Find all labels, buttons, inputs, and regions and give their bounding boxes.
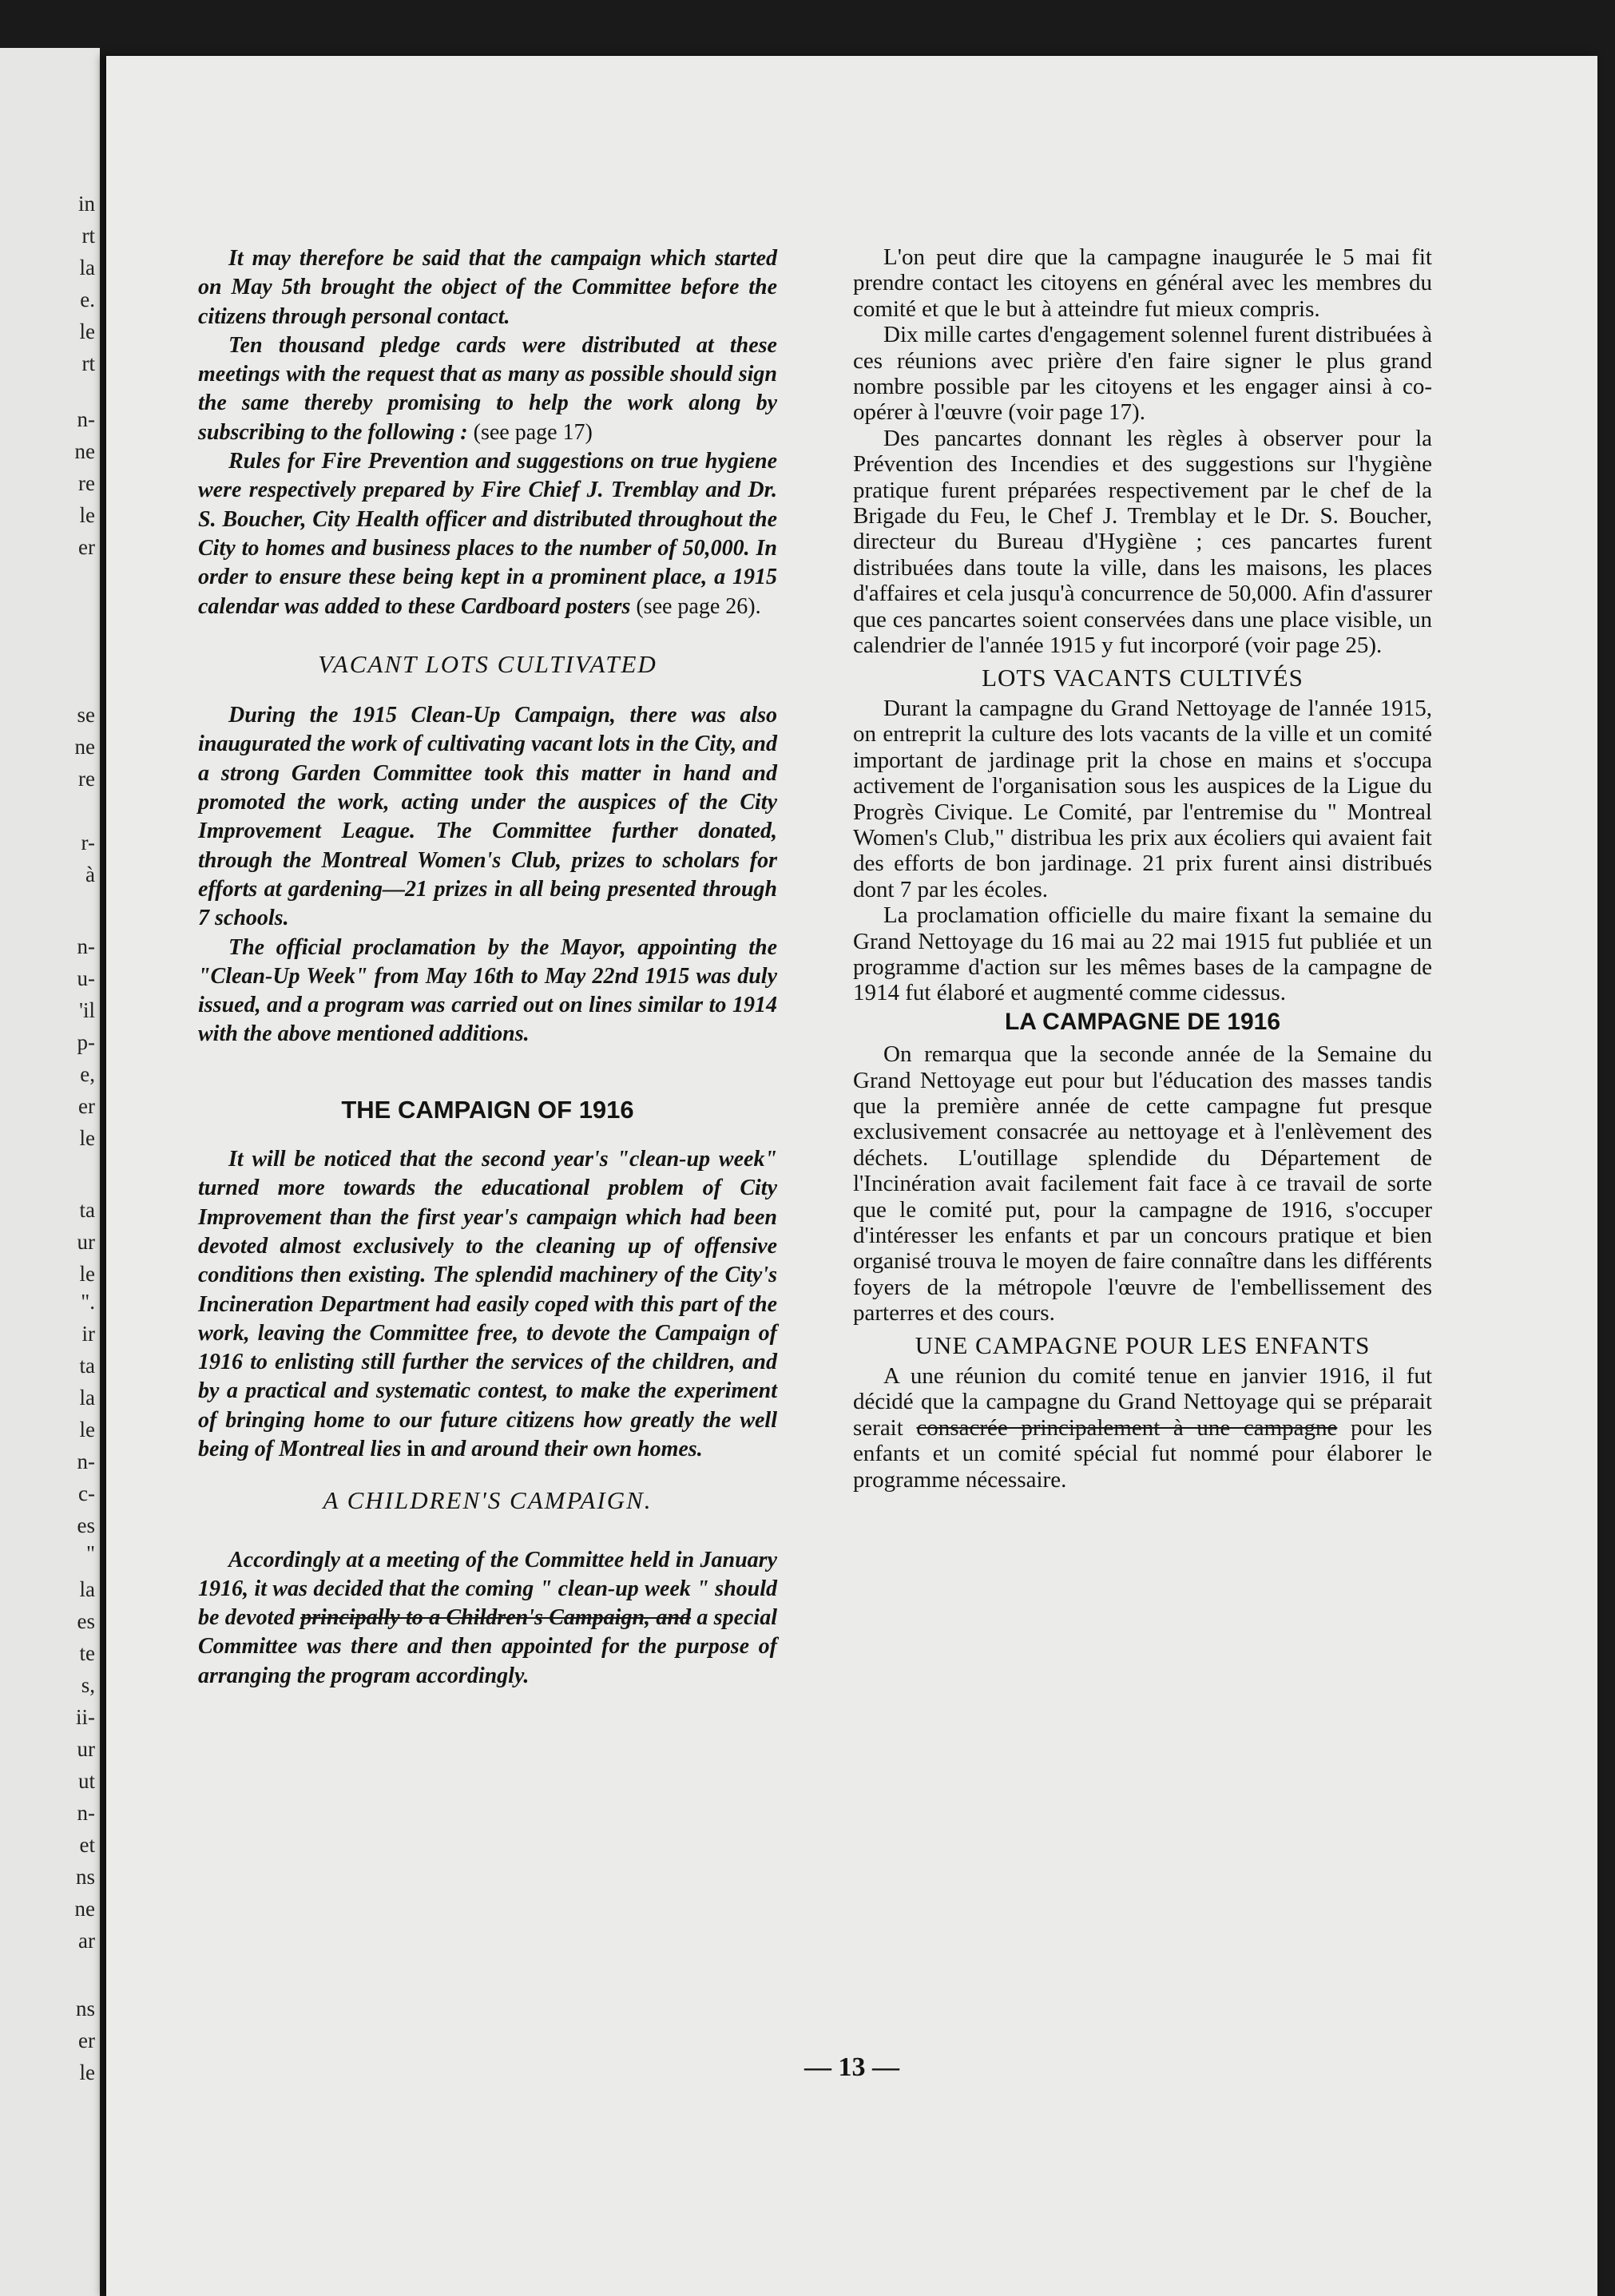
previous-page-fragment: ur <box>77 1230 95 1254</box>
fr-paragraph-1: L'on peut dire que la campagne inaugurée le 5 mai fit prendre contact les citoyens en général avec les membres du comité et que le but à atteindre fut mieux compris. <box>853 244 1432 322</box>
previous-page-fragment: ir <box>81 1322 95 1346</box>
fr-heading-lots-vacants: LOTS VACANTS CULTIVÉS <box>982 663 1304 692</box>
en-page-reference: (see page 26). <box>630 593 761 619</box>
fr-paragraph-6: On remarqua que la seconde année de la Semaine du Grand Nettoyage eut pour but l'éducation des masses tandis que la première année de cette campagne fut presque exclusivement consacrée au nettoyage et à l'enlèvement des déchets. L'outillage splendide du Département de l'Incinération avait facilement fait face à ce travail de sorte que le comité put, pour la campagne de 1916, s'occuper d'intéresser les enfants et par un concours pratique et bien organisé trouva le moyen de faire connaître dans les différents foyers de la métropole l'œuvre de l'embellissement des parterres et des cours. <box>853 1041 1432 1326</box>
en-paragraph-7-end: a special Committee was there and then appointed for the purpose of arranging the program accordingly. <box>198 1605 777 1688</box>
en-heading-vacant-lots: VACANT LOTS CULTIVATED <box>318 649 657 678</box>
previous-page-fragment: p- <box>77 1030 95 1054</box>
en-paragraph-6-text: It will be noticed that the second year's "clean-up week" turned more towards the educational problem of City Improvement than the first year's campaign which had been devoted almost exclusively to the cleaning up of offensive conditions then existing. The splendid machinery of the City's Incineration Department had easily coped with this part of the work, leaving the Committee free, to devote the Campaign of 1916 to enlisting still further the services of the children, and by a practical and systematic contest, to make the experiment of bringing home to our future citizens how greatly the well being of Montreal lies <box>198 1147 777 1461</box>
fr-paragraph-4: Durant la campagne du Grand Nettoyage de l'année 1915, on entreprit la culture des lots vacants de la ville et un comité important de jardinage prit la chose en mains et s'occupa activement de l'organisation sous les auspices de la Ligue du Progrès Civique. Le Comité, par l'entremise du " Montreal Women's Club," distribua les prix aux écoliers qui avaient fait des efforts de bon jardinage. 21 prix furent ainsi distribués dont 7 par les écoles. <box>853 695 1432 902</box>
previous-page-fragment: la <box>79 1386 95 1410</box>
en-paragraph-2-text: Ten thousand pledge cards were distributed at these meetings with the request that as many as possible should sign the same thereby promising to help the work along by subscribing to the following : <box>198 332 777 445</box>
previous-page-fragment: r- <box>81 831 95 855</box>
previous-page-fragment: la <box>79 1577 95 1601</box>
en-paragraph-1: It may therefore be said that the campaign which started on May 5th brought the object of the Committee before the citizens through personal contact. <box>198 246 777 329</box>
page-number-text: — 13 — <box>804 2052 899 2082</box>
fr-paragraph-2: Dix mille cartes d'engagement solennel furent distribuées à ces réunions avec prière d'en faire signer le plus grand nombre possible par les citoyens et les engager ainsi à co-opérer à l'œuvre (voir page 17). <box>853 322 1432 426</box>
previous-page-fragment: rt <box>81 351 95 375</box>
previous-page-fragment: u- <box>77 966 95 990</box>
previous-page-fragment: la <box>79 256 95 280</box>
fr-struck-text: consacrée principalement à une campagne <box>916 1414 1338 1441</box>
previous-page-fragment: " <box>85 1541 95 1565</box>
en-paragraph-5: The official proclamation by the Mayor, appointing the "Clean-Up Week" from May 16th to May 22nd 1915 was duly issued, and a program was carried out on lines similar to 1914 with the above mentioned additions. <box>198 934 777 1047</box>
previous-page-edge <box>0 48 100 2296</box>
previous-page-fragment: ii- <box>76 1705 95 1729</box>
previous-page-fragment: re <box>78 767 95 791</box>
en-paragraph-6-end: and around their own homes. <box>431 1436 703 1461</box>
en-paragraph-6-upright: in <box>401 1436 431 1461</box>
en-struck-text: principally to a Children's Campaign, and <box>300 1605 691 1631</box>
previous-page-fragment: ne <box>74 439 95 463</box>
previous-page-fragment: 'il <box>79 998 95 1022</box>
en-paragraph-6 <box>198 1145 777 1464</box>
fr-paragraph-5: La proclamation officielle du maire fixant la semaine du Grand Nettoyage du 16 mai au 22 mai 1915 fut publiée et un programme d'action sur les mêmes bases de la campagne de 1914 fut élaboré et augmenté comme cidessus. <box>853 902 1432 1006</box>
previous-page-fragment: ta <box>79 1198 95 1222</box>
en-paragraph-7-text: Accordingly at a meeting of the Committee held in January 1916, it was decided that the coming " clean-up week " should be devoted <box>198 1547 777 1631</box>
fr-paragraph-3: Des pancartes donnant les règles à observer pour la Prévention des Incendies et des suggestions sur l'hygiène pratique furent préparées respectivement par le chef de la Brigade du Feu, le Chef J. Tremblay et le Dr. S. Boucher, directeur du Bureau d'Hygiène ; ces pancartes furent distribuées dans toute la ville, dans les maisons, les places d'affaires et cela jusqu'à concurrence de 50,000. Afin d'assurer que ces pancartes soient conservées dans une place visible, un calendrier de l'année 1915 y fut incorporé (voir page 25). <box>853 425 1432 659</box>
previous-page-fragment: es <box>77 1609 95 1633</box>
previous-page-fragment: e, <box>80 1062 95 1086</box>
previous-page-fragment: rt <box>81 224 95 248</box>
previous-page-fragment: n- <box>77 407 95 431</box>
previous-page-fragment: e. <box>80 287 95 311</box>
previous-page-fragment: et <box>79 1833 95 1857</box>
previous-page-fragment: c- <box>78 1481 95 1505</box>
previous-page-fragment: re <box>78 471 95 495</box>
en-paragraph-3-text: Rules for Fire Prevention and suggestions on true hygiene were respectively prepared by Fire Chief J. Tremblay and Dr. S. Boucher, City Health officer and distributed throughout the City to homes and business places to the number of 50,000. In order to ensure these being kept in a prominent place, a 1915 calendar was added to these Cardboard posters <box>198 449 777 619</box>
fr-heading-campagne-1916: LA CAMPAGNE DE 1916 <box>1004 1008 1281 1035</box>
previous-page-fragment: in <box>77 192 95 216</box>
previous-page-fragment: er <box>78 1094 95 1118</box>
previous-page-fragment: le <box>79 319 95 343</box>
previous-page-fragment: er <box>78 2028 95 2052</box>
previous-page-fragment: le <box>79 2060 95 2084</box>
previous-page-fragment: n- <box>77 1449 95 1473</box>
previous-page-fragment: ar <box>78 1929 95 1953</box>
previous-page-fragment: le <box>79 1126 95 1150</box>
previous-page-fragment: n- <box>77 1801 95 1825</box>
previous-page-fragment: le <box>79 1418 95 1441</box>
previous-page-fragment: er <box>78 535 95 559</box>
previous-page-fragment: es <box>77 1513 95 1537</box>
en-page-reference: (see page 17) <box>467 419 593 445</box>
fr-paragraph-7-text: A une réunion du comité tenue en janvier 1916, il fut décidé que la campagne du Grand Nettoyage qui se préparait serait <box>853 1363 1432 1441</box>
previous-page-fragment: ta <box>79 1354 95 1378</box>
fr-paragraph-7 <box>853 1363 1432 1493</box>
page-number <box>106 2052 1597 2083</box>
french-column <box>853 244 1432 1493</box>
en-paragraph-2 <box>198 331 777 447</box>
previous-page-fragment: ur <box>77 1737 95 1761</box>
previous-page-fragment: le <box>79 503 95 527</box>
en-paragraph-7 <box>198 1546 777 1691</box>
previous-page-fragment: ns <box>75 1865 95 1889</box>
fr-heading-campagne-enfants: UNE CAMPAGNE POUR LES ENFANTS <box>915 1330 1371 1359</box>
previous-page-fragment: ut <box>77 1769 95 1793</box>
en-heading-childrens-campaign: A CHILDREN'S CAMPAIGN. <box>323 1486 653 1515</box>
previous-page-fragment: ne <box>74 1897 95 1921</box>
previous-page-fragment: ". <box>81 1290 95 1314</box>
previous-page-fragment: se <box>77 703 95 727</box>
en-paragraph-3 <box>198 447 777 621</box>
fr-paragraph-7-end: pour les enfants et un comité spécial fut nommé pour élaborer le programme nécessaire. <box>853 1414 1432 1493</box>
previous-page-fragment: à <box>85 862 95 886</box>
previous-page-fragment: ns <box>75 1997 95 2020</box>
previous-page-fragment: ne <box>74 735 95 759</box>
en-paragraph-4: During the 1915 Clean-Up Campaign, there was also inaugurated the work of cultivating vacant lots in the City, and a strong Garden Committee took this matter in hand and promoted the work, acting under the auspices of the City Improvement League. The Committee further donated, through the Montreal Women's Club, prizes to scholars for efforts at gardening—21 prizes in all being presented through 7 schools. <box>198 703 777 931</box>
previous-page-fragment: te <box>79 1641 95 1665</box>
previous-page-fragment: le <box>79 1262 95 1286</box>
document-page <box>106 56 1597 2296</box>
previous-page-fragment: n- <box>77 934 95 958</box>
en-heading-campaign-1916: THE CAMPAIGN OF 1916 <box>341 1095 634 1124</box>
english-column <box>198 244 777 1691</box>
previous-page-fragment: s, <box>81 1673 95 1697</box>
